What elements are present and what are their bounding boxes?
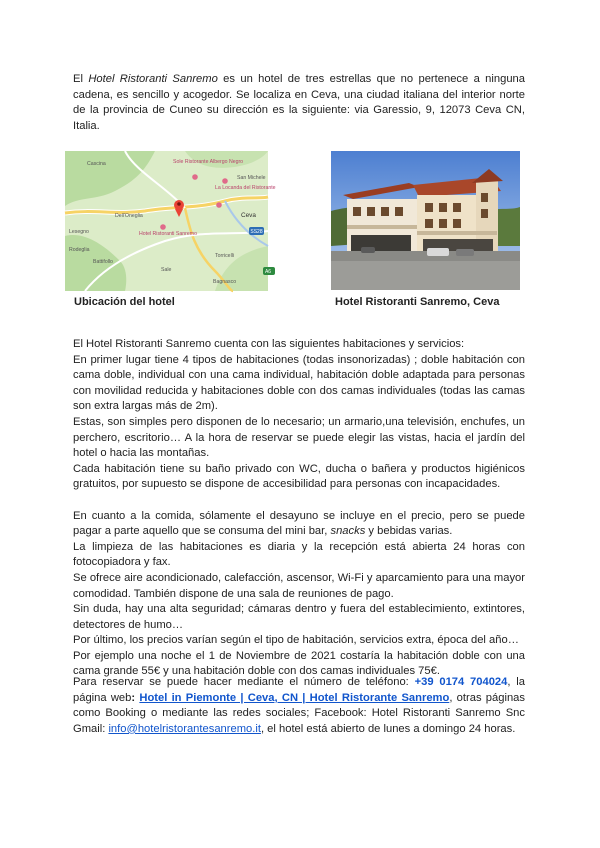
road-shield-label: SS28	[250, 229, 263, 235]
services-section	[73, 337, 525, 680]
map-label: Ceva	[241, 212, 256, 219]
map-label: La Locanda del Ristorante	[215, 185, 276, 191]
poi-marker-icon	[222, 178, 228, 184]
phone-number[interactable]: +39 0174 704024	[414, 676, 508, 688]
email-link[interactable]: info@hotelristorantesanremo.it	[108, 722, 261, 735]
poi-marker-icon	[192, 174, 198, 180]
prices-paragraph: Por último, los precios varían según el tipo de habitación, servicios extra, época del año…	[73, 634, 519, 647]
map-label: Bagnasco	[213, 279, 237, 285]
map-label: Sale	[161, 267, 172, 273]
photo-caption: Hotel Ristoranti Sanremo, Ceva	[335, 296, 500, 308]
map-label: Cascina	[87, 161, 106, 167]
map-label: Rodeglia	[69, 247, 90, 253]
location-map[interactable]	[65, 151, 276, 291]
map-caption: Ubicación del hotel	[74, 296, 175, 308]
map-label: Hotel Ristoranti Sanremo	[139, 231, 197, 237]
hotel-name: Hotel Ristoranti Sanremo	[88, 73, 218, 85]
food-paragraph: En cuanto a la comida, sólamente el desayuno se incluye en el precio, pero se puede pagar a parte aquello que se consuma del mini bar, snacks y bebidas varias.	[73, 509, 525, 538]
map-label: San Michele	[237, 175, 266, 181]
bathroom-paragraph: Cada habitación tiene su baño privado con WC, ducha o bañera y productos higiénicos gratuitos, por supuesto se dispone de accesibilidad para personas con incapacidades.	[73, 462, 525, 491]
security-paragraph: Sin duda, hay una alta seguridad; cámaras dentro y fuera del establecimiento, extintores, detectores de humo…	[73, 603, 525, 631]
map-image	[65, 151, 276, 291]
map-label: Lesegno	[69, 229, 89, 235]
cleaning-paragraph: La limpieza de las habitaciones es diaria y la recepción está abierta 24 horas con fotocopiadora y fax.	[73, 540, 525, 569]
map-label: Sole Ristorante Albergo Negro	[173, 159, 244, 165]
map-label: Dell'Oneglia	[115, 213, 143, 219]
intro-paragraph: El Hotel Ristoranti Sanremo es un hotel de tres estrellas que no pertenece a ninguna cadena, es sencillo y acogedor. Se localiza en Ceva, una ciudad italiana del interior norte de la provincia de Cuneo su dirección es la siguiente: via Garessio, 9, 12073 Ceva CN, Italia.	[73, 73, 525, 132]
services-heading: El Hotel Ristoranti Sanremo cuenta con las siguientes habitaciones y servicios:	[73, 338, 465, 350]
poi-marker-icon	[216, 202, 222, 208]
contact-paragraph: Para reservar se puede hacer mediante el número de teléfono: +39 0174 704024, la página web: Hotel in Piemonte | Ceva, CN | Hotel Ristorante Sanremo, otras páginas como Booking o mediante las redes sociales; Facebook: Hotel Ristoranti Sanremo Snc Gmail: info@hotelristorantesanremo.it, el hotel está abierto de lunes a domingo 24 horas.	[73, 676, 525, 735]
example-price-paragraph: Por ejemplo una noche el 1 de Noviembre de 2021 costaría la habitación doble con una cama grande 55€ y una habitación doble con dos camas individuales 75€.	[73, 649, 525, 678]
poi-marker-icon	[160, 224, 166, 230]
amenities-paragraph: Estas, son simples pero disponen de lo necesario; un armario,una televisión, enchufes, un perchero, escritorio… A la hora de reservar se puede elegir las vistas, hacia el jardín del hotel o hacia las montañas.	[73, 415, 525, 460]
road-shield-label: A6	[264, 269, 272, 275]
website-link[interactable]: Hotel in Piemonte | Ceva, CN | Hotel Ristorante Sanremo	[139, 691, 450, 704]
rooms-paragraph: En primer lugar tiene 4 tipos de habitaciones (todas insonorizadas) ; doble habitación con cama doble, individual con una cama individual, habitación doble adaptada para personas con movilidad reducida y habitaciones doble con dos camas individuales (todas las camas son extra largas más de 2m).	[73, 353, 525, 413]
map-label: Battifollo	[93, 259, 113, 265]
map-label: Torricelli	[215, 253, 235, 259]
hotel-photo	[331, 151, 520, 290]
facilities-paragraph: Se ofrece aire acondicionado, calefacción, ascensor, Wi-Fi y aparcamiento para una mayor comodidad. También dispone de una sala de reuniones de pago.	[73, 571, 525, 600]
